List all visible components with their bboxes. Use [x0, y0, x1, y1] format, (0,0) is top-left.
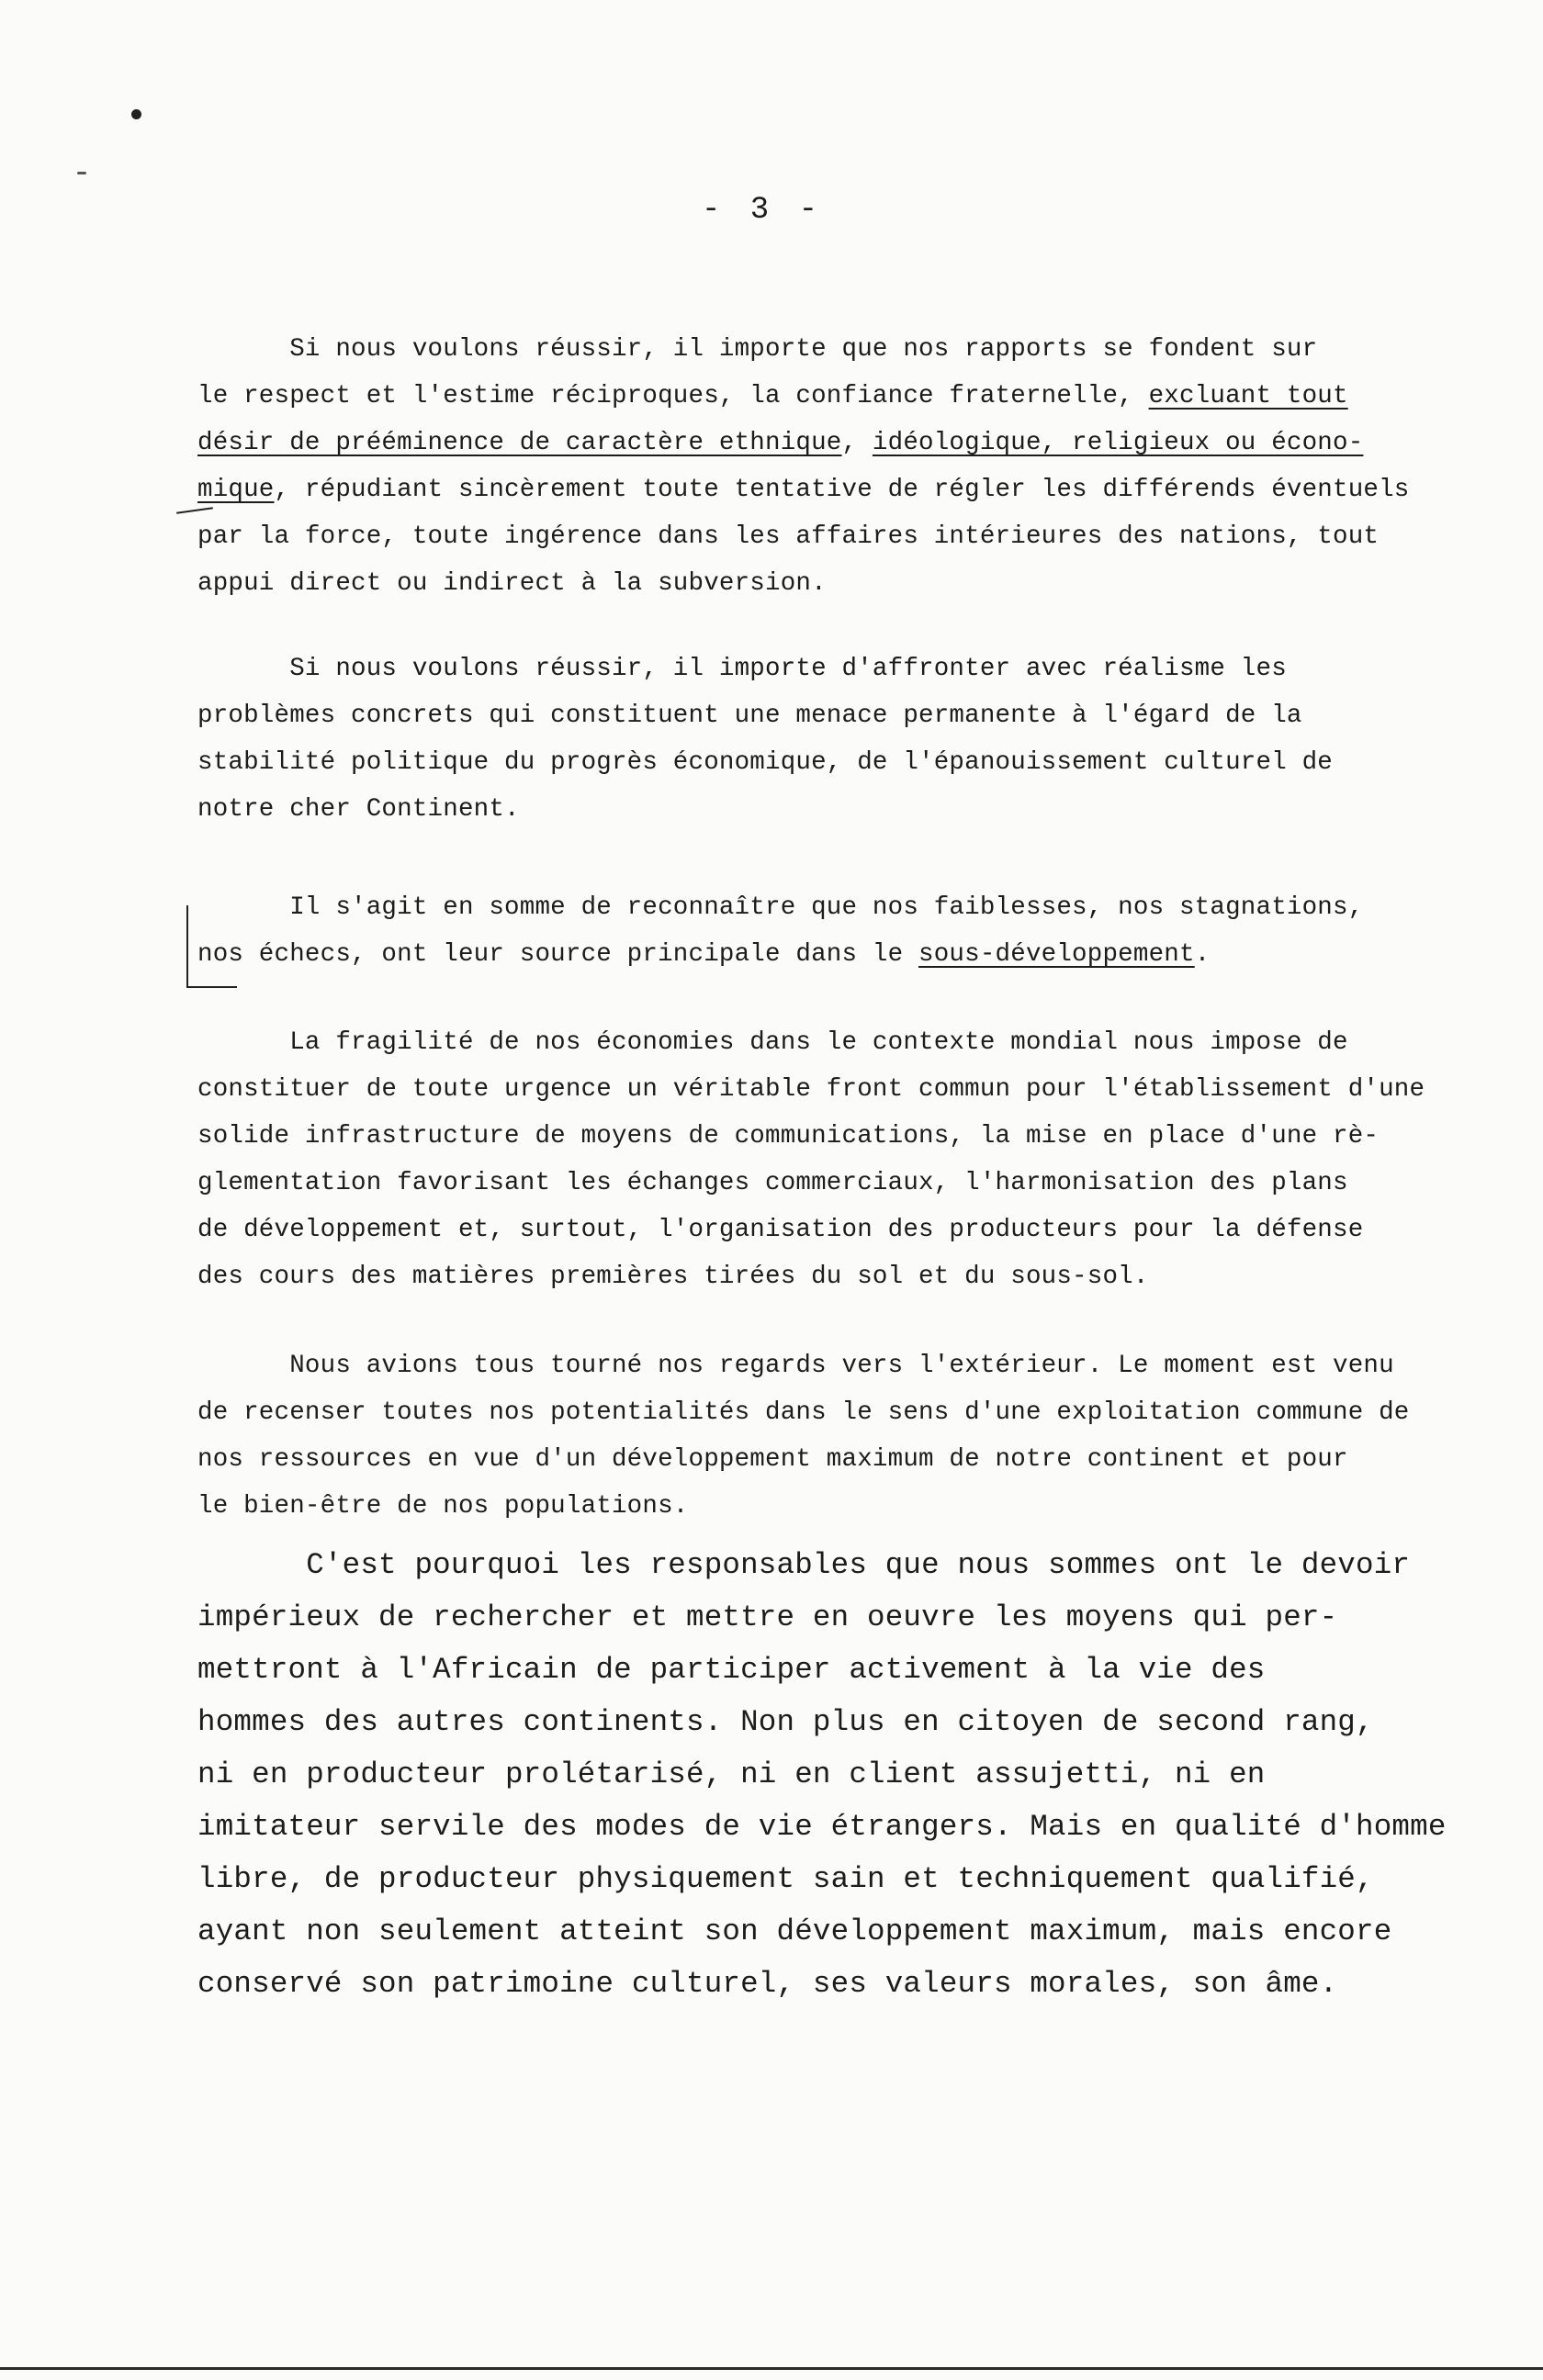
- text-segment: solide infrastructure de moyens de communications, la mise en place d'une rè-: [197, 1122, 1380, 1151]
- underlined-text: mique: [197, 476, 275, 504]
- text-line: [197, 1253, 1483, 1300]
- text-segment: , répudiant sincèrement toute tentative de régler les différends éventuels: [274, 476, 1410, 504]
- text-segment: de recenser toutes nos potentialités dans le sens d'une exploitation commune de: [197, 1398, 1410, 1427]
- text-line: [197, 931, 1483, 978]
- text-segment: le bien-être de nos populations.: [197, 1492, 689, 1521]
- text-segment: des cours des matières premières tirées du sol et du sous-sol.: [197, 1263, 1149, 1291]
- text-line: [197, 1958, 1483, 2010]
- text-segment: nos échecs, ont leur source principale dans le: [197, 940, 919, 969]
- text-line: [197, 739, 1483, 786]
- underlined-text: excluant tout: [1148, 382, 1348, 410]
- text-line: [197, 1342, 1483, 1389]
- text-segment: conservé son patrimoine culturel, ses valeurs morales, son âme.: [197, 1967, 1338, 2001]
- text-segment: hommes des autres continents. Non plus en citoyen de second rang,: [197, 1705, 1374, 1739]
- text-line: [197, 1019, 1483, 1066]
- text-segment: par la force, toute ingérence dans les affaires intérieures des nations, tout: [197, 522, 1380, 551]
- text-line: [197, 692, 1483, 739]
- text-line: [197, 466, 1483, 513]
- text-line: [197, 1748, 1483, 1801]
- text-line: [197, 1644, 1483, 1696]
- text-line: [197, 513, 1483, 560]
- handwritten-bracket-mark: [186, 905, 196, 988]
- text-segment: stabilité politique du progrès économique, de l'épanouissement culturel de: [197, 748, 1333, 777]
- text-line: [197, 1160, 1483, 1207]
- text-segment: Si nous voulons réussir, il importe d'affronter avec réalisme les: [197, 655, 1287, 683]
- text-line: [197, 560, 1483, 607]
- text-segment: C'est pourquoi les responsables que nous sommes ont le devoir: [197, 1548, 1411, 1582]
- text-line: [197, 1539, 1483, 1591]
- text-segment: La fragilité de nos économies dans le contexte mondial nous impose de: [197, 1028, 1348, 1057]
- text-line: [197, 1591, 1483, 1644]
- text-line: [197, 1696, 1483, 1748]
- text-segment: libre, de producteur physiquement sain et techniquement qualifié,: [197, 1862, 1374, 1896]
- page-number: - 3 -: [701, 193, 824, 228]
- text-segment: problèmes concrets qui constituent une menace permanente à l'égard de la: [197, 702, 1302, 730]
- paragraph-4: [197, 1019, 1483, 1300]
- text-line: [197, 1801, 1483, 1853]
- text-line: [197, 884, 1483, 931]
- text-segment: appui direct ou indirect à la subversion.: [197, 569, 827, 598]
- text-segment: glementation favorisant les échanges commerciaux, l'harmonisation des plans: [197, 1169, 1348, 1197]
- text-line: [197, 326, 1483, 373]
- underlined-text: idéologique, religieux ou écono-: [872, 429, 1364, 457]
- text-line: [197, 1483, 1483, 1530]
- text-segment: de développement et, surtout, l'organisation des producteurs pour la défense: [197, 1216, 1364, 1244]
- text-line: [197, 1066, 1483, 1113]
- text-line: [197, 1207, 1483, 1253]
- text-line: [197, 1436, 1483, 1483]
- text-segment: nos ressources en vue d'un développement maximum de notre continent et pour: [197, 1445, 1348, 1474]
- text-segment: ayant non seulement atteint son développement maximum, mais encore: [197, 1914, 1392, 1948]
- text-segment: constituer de toute urgence un véritable front commun pour l'établissement d'une: [197, 1075, 1425, 1104]
- text-line: [197, 373, 1483, 420]
- paragraph-3: [197, 884, 1483, 978]
- underlined-text: désir de prééminence de caractère ethnique: [197, 429, 842, 457]
- text-line: [197, 1853, 1483, 1905]
- ink-speck: [131, 109, 141, 119]
- text-segment: le respect et l'estime réciproques, la confiance fraternelle,: [197, 382, 1149, 410]
- text-line: [197, 1389, 1483, 1436]
- text-segment: impérieux de rechercher et mettre en oeuvre les moyens qui per-: [197, 1600, 1338, 1634]
- paragraph-5: [197, 1342, 1483, 1530]
- text-segment: Il s'agit en somme de reconnaître que nos faiblesses, nos stagnations,: [197, 893, 1364, 922]
- handwritten-bracket-tail: [186, 986, 237, 988]
- underlined-text: sous-développement: [918, 940, 1195, 969]
- paragraph-2: [197, 646, 1483, 833]
- text-line: [197, 1113, 1483, 1160]
- text-segment: mettront à l'Africain de participer activement à la vie des: [197, 1653, 1266, 1687]
- text-segment: notre cher Continent.: [197, 795, 520, 824]
- text-segment: ,: [841, 429, 873, 457]
- text-line: [197, 1905, 1483, 1958]
- paragraph-6: [197, 1539, 1483, 2010]
- ink-speck: [77, 172, 86, 174]
- text-line: [197, 786, 1483, 833]
- paragraph-1: [197, 326, 1483, 607]
- text-line: [197, 646, 1483, 692]
- text-line: [197, 420, 1483, 466]
- text-segment: .: [1194, 940, 1211, 969]
- page-bottom-edge: [0, 2367, 1543, 2370]
- text-segment: ni en producteur prolétarisé, ni en client assujetti, ni en: [197, 1757, 1266, 1791]
- text-segment: imitateur servile des modes de vie étrangers. Mais en qualité d'homme: [197, 1810, 1447, 1844]
- text-segment: Nous avions tous tourné nos regards vers l'extérieur. Le moment est venu: [197, 1352, 1394, 1380]
- text-segment: Si nous voulons réussir, il importe que nos rapports se fondent sur: [197, 335, 1318, 364]
